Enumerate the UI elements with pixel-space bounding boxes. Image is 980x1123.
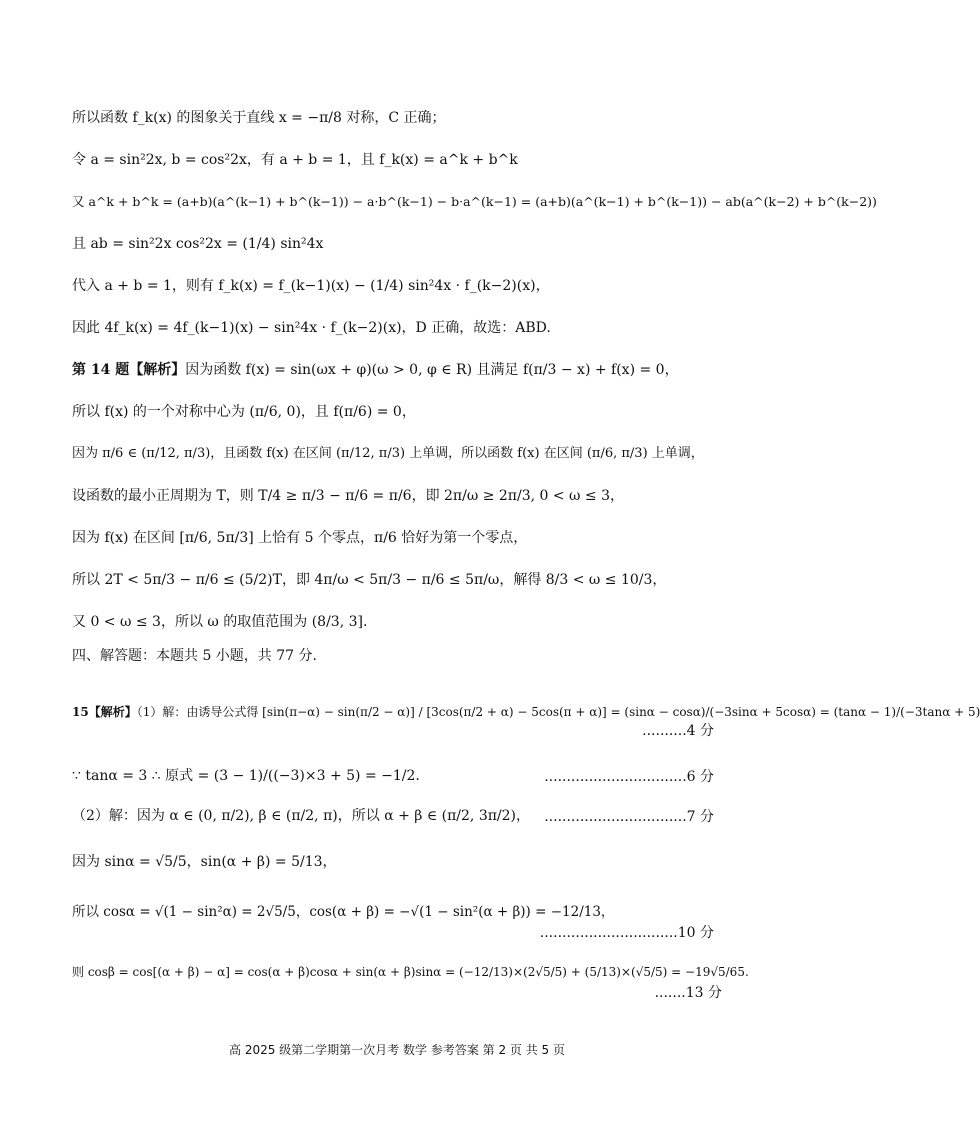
text-line: 则 cosβ = cos[(α + β) − α] = cos(α + β)cosα + sin(α + β)sinα = (−12/13)×(2√5/5) + (5/13)×(√5/5) = −19√5/65.	[72, 965, 749, 979]
text-line: 所以 cosα = √(1 − sin²α) = 2√5/5，cos(α + β) = −√(1 − sin²(α + β)) = −12/13，	[72, 904, 615, 920]
text-line: 代入 a + b = 1，则有 f_k(x) = f_(k−1)(x) − (1/4) sin²4x · f_(k−2)(x)，	[72, 278, 550, 294]
score-mark: ................................6 分	[544, 769, 714, 785]
question-tag: 15【解析】	[72, 705, 137, 719]
score-mark: ..........4 分	[642, 723, 714, 739]
question-tag: 第 14 题【解析】	[72, 362, 186, 378]
score-mark: ................................7 分	[544, 809, 714, 825]
text-line: 第 14 题【解析】因为函数 f(x) = sin(ωx + φ)(ω > 0, φ ∈ R) 且满足 f(π/3 − x) + f(x) = 0，	[72, 362, 679, 378]
section-heading: 四、解答题：本题共 5 小题，共 77 分.	[72, 648, 317, 664]
text-line: ∵ tanα = 3 ∴ 原式 = (3 − 1)/((−3)×3 + 5) = −1/2.	[72, 768, 420, 784]
text-line: 因此 4f_k(x) = 4f_(k−1)(x) − sin²4x · f_(k−2)(x)，D 正确，故选：ABD.	[72, 320, 551, 336]
page-footer: 高 2025 级第二学期第一次月考 数学 参考答案 第 2 页 共 5 页	[229, 1043, 565, 1057]
text-line: 因为 sinα = √5/5，sin(α + β) = 5/13，	[72, 854, 337, 870]
text-line: 令 a = sin²2x, b = cos²2x，有 a + b = 1，且 f_k(x) = a^k + b^k	[72, 152, 518, 168]
text-line: 又 0 < ω ≤ 3，所以 ω 的取值范围为 (8/3, 3].	[72, 614, 368, 630]
text-line: 因为 f(x) 在区间 [π/6, 5π/3] 上恰有 5 个零点，π/6 恰好为第一个零点，	[72, 530, 528, 546]
text-line: （2）解：因为 α ∈ (0, π/2), β ∈ (π/2, π)，所以 α + β ∈ (π/2, 3π/2)，	[72, 808, 531, 824]
text-line: 因为 π/6 ∈ (π/12, π/3)，且函数 f(x) 在区间 (π/12, π/3) 上单调，所以函数 f(x) 在区间 (π/6, π/3) 上单调，	[72, 446, 704, 461]
text-line: 15【解析】（1）解：由诱导公式得 [sin(π−α) − sin(π/2 − α)] / [3cos(π/2 + α) − 5cos(π + α)] = (sinα − cosα)/(−3sinα + 5cosα) = (tanα − 1)/(−3tanα + 5)	[72, 705, 980, 719]
text-line: 所以 f(x) 的一个对称中心为 (π/6, 0)，且 f(π/6) = 0，	[72, 404, 416, 420]
text-line: 所以函数 f_k(x) 的图象关于直线 x = −π/8 对称，C 正确；	[72, 110, 446, 126]
text-line: 所以 2T < 5π/3 − π/6 ≤ (5/2)T，即 4π/ω < 5π/3 − π/6 ≤ 5π/ω，解得 8/3 < ω ≤ 10/3，	[72, 572, 667, 588]
text-line: 又 a^k + b^k = (a+b)(a^(k−1) + b^(k−1)) − a·b^(k−1) − b·a^(k−1) = (a+b)(a^(k−1) + b^(k−1)) − ab(a^(k−2) + b^(k−2))	[72, 194, 877, 209]
score-mark: .......13 分	[654, 985, 722, 1001]
score-mark: ...............................10 分	[539, 925, 714, 941]
text-line: 且 ab = sin²2x cos²2x = (1/4) sin²4x	[72, 236, 324, 252]
text-line: 设函数的最小正周期为 T，则 T/4 ≥ π/3 − π/6 = π/6，即 2π/ω ≥ 2π/3, 0 < ω ≤ 3，	[72, 488, 625, 504]
